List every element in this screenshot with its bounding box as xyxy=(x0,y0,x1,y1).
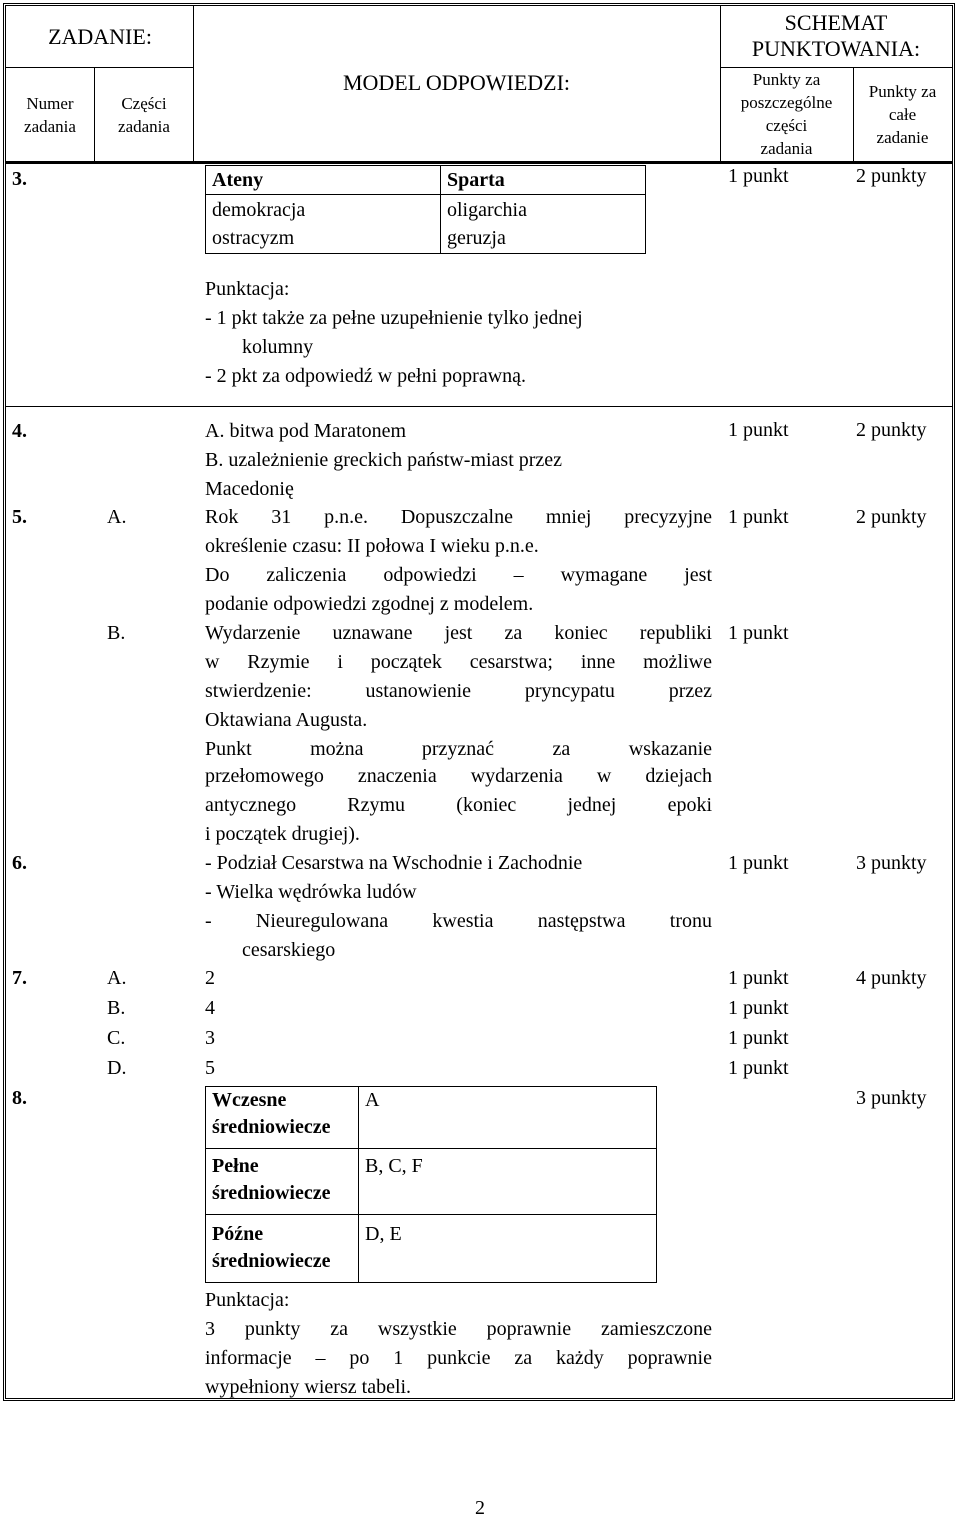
q8-punktacja-line: 3 punkty za wszystkie poprawnie zamieszczone xyxy=(205,1318,712,1340)
q3-number: 3. xyxy=(12,168,27,190)
q7-part-points: 1 punkt xyxy=(728,997,789,1019)
q3-ateny-head: Ateny xyxy=(212,169,264,191)
q7-part-answer: 4 xyxy=(205,997,215,1019)
q4-answer-line: Macedonię xyxy=(205,478,294,500)
q5-part-b-label: B. xyxy=(107,622,126,644)
q5-part-a-line: określenie czasu: II połowa I wieku p.n.e. xyxy=(205,535,539,557)
q8-total-points: 3 punkty xyxy=(856,1087,927,1109)
q3-sparta-item: oligarchia xyxy=(447,199,527,221)
header-punkty-cale: Punkty za całe zadanie xyxy=(868,82,937,147)
q7-part-answer: 5 xyxy=(205,1057,215,1079)
q7-part-points: 1 punkt xyxy=(728,1027,789,1049)
q7-part-label: B. xyxy=(107,997,126,1019)
q6-total-points: 3 punkty xyxy=(856,852,927,874)
q5-part-b-line: antycznego Rzymu (koniec jednej epoki xyxy=(205,794,712,816)
q5-part-b-line: i początek drugiej). xyxy=(205,823,360,845)
q3-sparta-head: Sparta xyxy=(447,169,505,191)
q8-table xyxy=(205,1086,657,1283)
q5-part-b-line: przełomowego znaczenia wydarzenia w dziejach xyxy=(205,765,712,787)
q4-total-points: 2 punkty xyxy=(856,419,927,441)
q5-part-a-label: A. xyxy=(107,506,127,528)
header-numer-zadania: Numer zadania xyxy=(24,94,76,136)
q5-part-b-line: Wydarzenie uznawane jest za koniec republiki xyxy=(205,622,712,644)
q4-number: 4. xyxy=(12,420,27,442)
q5-part-b-line: Punkt można przyznać za wskazanie xyxy=(205,738,712,760)
q6-answer-line: - Wielka wędrówka ludów xyxy=(205,881,417,903)
q5-part-b-line: stwierdzenie: ustanowienie pryncypatu przez xyxy=(205,680,712,702)
q7-part-points: 1 punkt xyxy=(728,967,789,989)
q5-part-b-points: 1 punkt xyxy=(728,622,789,644)
q7-part-label: C. xyxy=(107,1027,126,1049)
table-row xyxy=(206,1087,657,1149)
q5-part-b-line: Oktawiana Augusta. xyxy=(205,709,368,731)
q8-punktacja-line: informacje – po 1 punkcie za każdy poprawnie xyxy=(205,1347,712,1369)
table-row xyxy=(206,1149,657,1215)
q5-part-a-line: Rok 31 p.n.e. Dopuszczalne mniej precyzyjne xyxy=(205,506,712,528)
header-model-odpowiedzi: MODEL ODPOWIEDZI: xyxy=(342,70,571,95)
q6-answer-line: cesarskiego xyxy=(242,939,336,961)
q3-table-divider xyxy=(440,165,441,254)
q7-total-points: 4 punkty xyxy=(856,967,927,989)
q3-total-points: 2 punkty xyxy=(856,165,927,187)
q7-part-label: D. xyxy=(107,1057,127,1079)
q8-period-cell: Późne średniowiecze xyxy=(206,1215,359,1283)
q5-number: 5. xyxy=(12,506,27,528)
q5-part-b-line: w Rzymie i początek cesarstwa; inne możliwe xyxy=(205,651,712,673)
header-zadanie: ZADANIE: xyxy=(48,24,152,49)
q3-ateny-item: demokracja xyxy=(212,199,306,221)
q8-value-cell: D, E xyxy=(359,1215,657,1283)
q5-total-points: 2 punkty xyxy=(856,506,927,528)
q4-answer-line: B. uzależnienie greckich państw-miast przez xyxy=(205,449,563,471)
q4-answer-line: A. bitwa pod Maratonem xyxy=(205,420,407,442)
q7-number: 7. xyxy=(12,967,27,989)
q5-part-a-line: Do zaliczenia odpowiedzi – wymagane jest xyxy=(205,564,712,586)
q3-table-divider xyxy=(205,194,646,195)
q5-part-a-points: 1 punkt xyxy=(728,506,789,528)
q8-value-cell: B, C, F xyxy=(359,1149,657,1215)
q3-punktacja-line: - 2 pkt za odpowiedź w pełni poprawną. xyxy=(205,365,527,387)
q7-part-points: 1 punkt xyxy=(728,1057,789,1079)
q3-punktacja-line: kolumny xyxy=(242,336,314,358)
q8-period-cell: Wczesne średniowiecze xyxy=(206,1087,359,1149)
page-number: 2 xyxy=(475,1497,485,1519)
q7-part-answer: 2 xyxy=(205,967,215,989)
q6-answer-line: - Nieuregulowana kwestia następstwa tronu xyxy=(205,910,712,932)
q8-punktacja-line: wypełniony wiersz tabeli. xyxy=(205,1376,412,1398)
q3-punktacja-line: - 1 pkt także za pełne uzupełnienie tylko jednej xyxy=(205,307,583,329)
header-bottom-line xyxy=(6,161,952,164)
q3-punktacja-label: Punktacja: xyxy=(205,278,290,300)
header-czesci-zadania: Części zadania xyxy=(118,94,170,136)
q6-part-points: 1 punkt xyxy=(728,852,789,874)
q6-answer-line: - Podział Cesarstwa na Wschodnie i Zachodnie xyxy=(205,852,583,874)
q3-part-points: 1 punkt xyxy=(728,165,789,187)
q3-ateny-item: ostracyzm xyxy=(212,227,295,249)
q5-part-a-line: podanie odpowiedzi zgodnej z modelem. xyxy=(205,593,534,615)
q3-bottom-line xyxy=(6,406,952,407)
header-punkty-czesci: Punkty za poszczególne części zadania xyxy=(740,70,833,158)
q8-period-cell: Pełne średniowiecze xyxy=(206,1149,359,1215)
grid-line xyxy=(6,67,194,68)
table-row xyxy=(206,1215,657,1283)
q8-value-cell: A xyxy=(359,1087,657,1149)
q8-punktacja-label: Punktacja: xyxy=(205,1289,290,1311)
header-schemat-punktowania: SCHEMAT PUNKTOWANIA: xyxy=(751,10,921,61)
q6-number: 6. xyxy=(12,852,27,874)
q7-part-answer: 3 xyxy=(205,1027,215,1049)
q8-number: 8. xyxy=(12,1087,27,1109)
q3-sparta-item: geruzja xyxy=(447,227,506,249)
q4-part-points: 1 punkt xyxy=(728,419,789,441)
q7-part-label: A. xyxy=(107,967,127,989)
